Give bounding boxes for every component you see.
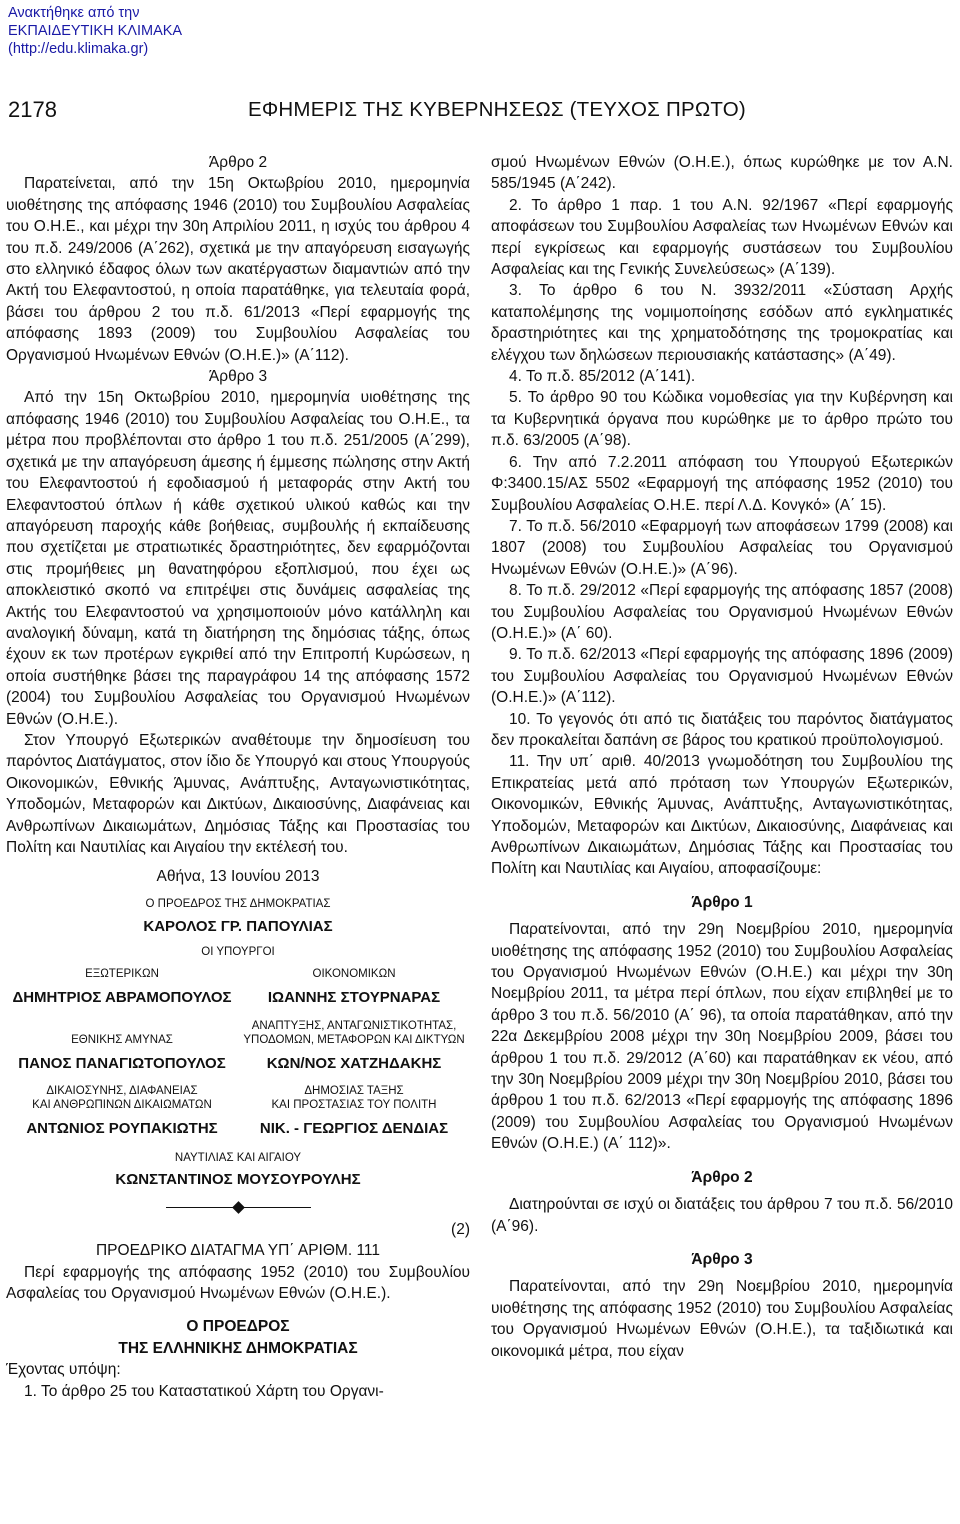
right-article-2-heading: Άρθρο 2 xyxy=(691,1168,753,1186)
minister-7-role: ΝΑΥΤΙΛΙΑΣ ΚΑΙ ΑΙΓΑΙΟΥ xyxy=(174,1152,302,1165)
right-column xyxy=(491,152,953,1362)
minister-5-role-2: ΚΑΙ ΑΝΘΡΩΠΙΝΩΝ ΔΙΚΑΙΩΜΑΤΩΝ xyxy=(32,1099,212,1112)
page-header xyxy=(0,96,960,126)
article-2-text: Παρατείνεται, από την 15η Οκτωβρίου 2010, ημερομηνία υιοθέτησης της απόφασης 1946 (2010) του Συμβουλίου Ασφαλείας του Ο.Η.Ε., και μέχρι την 30η Απριλίου 2011, η ισχύς του άρθρου 4 του π.δ. 249/2006 (Α΄262), σχετικά με την απαγόρευση εισαγωγής στο ελληνικό έδαφος όλων των ακατέργαστων διαμαντιών από την Ακτή του Ελεφαντοστού, η οποία παρατάθηκε, για τελευταία φορά, βάσει του άρθρου 2 του π.δ. 61/2013 «Περί εφαρμογής της απόφασης 1893 (2009) του Συμβουλίου Ασφαλείας του Οργανισμού Ηνωμένων Εθνών (Ο.Η.Ε.)» (Α΄112). xyxy=(6,175,470,364)
regard-item-2: 2. Το άρθρο 1 παρ. 1 του Α.Ν. 92/1967 «Περί εφαρμογής αποφάσεων του Συμβουλίου Ασφαλείας των Ηνωμένων Εθνών και περί εγκρίσεως και εφαρμογής συστάσεων του Συμβουλίου Ασφαλείας και της Γενικής Συνελεύσεως» (Α΄139). xyxy=(491,196,953,279)
regard-item-8: 8. Το π.δ. 29/2012 «Περί εφαρμογής της απόφασης 1857 (2008) του Συμβουλίου Ασφαλείας του Οργανισμού Ηνωμένων Εθνών (Ο.Η.Ε.)» (Α΄ 60). xyxy=(491,582,953,642)
section-divider xyxy=(6,1197,470,1219)
regard-item-1-continued: σμού Ηνωμένων Εθνών (Ο.Η.Ε.), όπως κυρώθηκε με τον Α.Ν. 585/1945 (Α΄242). xyxy=(491,154,953,193)
decree-title: ΠΡΟΕΔΡΙΚΟ ΔΙΑΤΑΓΜΑ ΥΠ΄ ΑΡΙΘΜ. 111 xyxy=(95,1242,381,1260)
page-number: 2178 xyxy=(8,97,57,122)
right-article-1-text: Παρατείνονται, από την 29η Νοεμβρίου 2010, ημερομηνία υιοθέτησης της απόφασης 1952 (2010) του Συμβουλίου Ασφαλείας του Οργανισμού Ηνωμένων Εθνών (Ο.Η.Ε.) και μέχρι την 30η Νοεμβρίου 2011, τα μέτρα περί όπλων, που είχαν επιβληθεί με το άρθρο 3 του π.δ. 56/2010 (Α΄ 96), τα οποία παρατάθηκαν, από την 22α Δεκεμβρίου 2008 μέχρι την 30η Νοεμβρίου 2009, βάσει του άρθρου 1 του π.δ. 29/2012 (Α΄60) και παρατάθηκαν εκ νέου, από την 30η Νοεμβρίου 2009 μέχρι την 30η Νοεμβρίου 2010, βάσει του άρθρου 1 του π.δ. 62/2013 «Περί εφαρμογής της απόφασης 1896 (2009) του Συμβουλίου Ασφαλείας του Οργανισμού Ηνωμένων Εθνών (Ο.Η.Ε.) (Α΄ 112)». xyxy=(491,921,953,1153)
article-3-text-2: Στον Υπουργό Εξωτερικών αναθέτουμε την δημοσίευση του παρόντος Διατάγματος, στον ίδιο δε Υπουργό και στους Υπουργούς Οικονομικών, Εθνικής Άμυνας, Ανάπτυξης, Ανταγωνιστικότητας, Υποδομών, Μεταφορών και Δικτύων, Δικαιοσύνης, Διαφάνειας και Ανθρωπίνων Δικαιωμάτων, Δημόσιας Τάξης και Προστασίας του Πολίτη και Ναυτιλίας και Αιγαίου την εκτέλεσή του. xyxy=(6,731,470,856)
minister-6-role-1: ΔΗΜΟΣΙΑΣ ΤΑΞΗΣ xyxy=(304,1085,404,1098)
minister-3-name: ΠΑΝΟΣ ΠΑΝΑΓΙΩΤΟΠΟΥΛΟΣ xyxy=(18,1054,226,1072)
president-title: Ο ΠΡΟΕΔΡΟΣ ΤΗΣ ΔΗΜΟΚΡΑΤΙΑΣ xyxy=(145,897,331,910)
minister-4-role-1: ΑΝΑΠΤΥΞΗΣ, ΑΝΤΑΓΩΝΙΣΤΙΚΟΤΗΤΑΣ, xyxy=(251,1019,457,1032)
regard-item-1: 1. Το άρθρο 25 του Καταστατικού Χάρτη του Οργανι- xyxy=(24,1382,384,1400)
regard-item-4: 4. Το π.δ. 85/2012 (Α΄141). xyxy=(509,368,696,386)
ministers-row-3 xyxy=(6,1084,470,1139)
minister-7-name: ΚΩΝΣΤΑΝΤΙΝΟΣ ΜΟΥΣΟΥΡΟΥΛΗΣ xyxy=(115,1171,361,1189)
place-date: Αθήνα, 13 Ιουνίου 2013 xyxy=(156,868,320,886)
right-article-3-heading: Άρθρο 3 xyxy=(691,1250,753,1268)
minister-2-name: ΙΩΑΝΝΗΣ ΣΤΟΥΡΝΑΡΑΣ xyxy=(267,989,441,1007)
minister-4-name: ΚΩΝ/ΝΟΣ ΧΑΤΖΗΔΑΚΗΣ xyxy=(266,1054,442,1072)
ministers-row-1 xyxy=(6,967,470,1008)
left-column xyxy=(6,152,470,1402)
right-article-3-text: Παρατείνονται, από την 29η Νοεμβρίου 2010, ημερομηνία υιοθέτησης της απόφασης 1952 (2010) του Συμβουλίου Ασφαλείας του Οργανισμού Ηνωμένων Εθνών (Ο.Η.Ε.), τα ταξιδιωτικά και οικονομικά μέτρα, που είχαν xyxy=(491,1278,953,1360)
regard-item-7: 7. Το π.δ. 56/2010 «Εφαρμογή των αποφάσεων 1799 (2008) και 1807 (2008) του Συμβουλίου Ασφαλείας του Οργανισμού Ηνωμένων Εθνών (Ο.Η.Ε.)» (Α΄96). xyxy=(491,517,953,578)
minister-4-role-2: ΥΠΟΔΟΜΩΝ, ΜΕΤΑΦΟΡΩΝ ΚΑΙ ΔΙΚΤΥΩΝ xyxy=(243,1033,465,1046)
regard-item-6: 6. Την από 7.2.2011 απόφαση του Υπουργού Εξωτερικών Φ:3400.15/ΑΣ 5502 «Εφαρμογή της απόφασης 1952 (2010) του Συμβουλίου Ασφαλείας Ο.Η.Ε. περί Λ.Δ. Κονγκό» (Α΄ 15). xyxy=(491,453,953,514)
minister-6-name: ΝΙΚ. - ΓΕΩΡΓΙΟΣ ΔΕΝΔΙΑΣ xyxy=(259,1120,449,1138)
regard-item-10: 10. Το γεγονός ότι από τις διατάξεις του παρόντος διατάγματος δεν προκαλείται δαπάνη σε βάρος του κρατικού προϋπολογισμού. xyxy=(491,710,953,749)
source-notice xyxy=(8,4,182,58)
president-heading-1: Ο ΠΡΟΕΔΡΟΣ xyxy=(186,1318,290,1336)
article-3-heading: Άρθρο 3 xyxy=(208,368,268,386)
source-link[interactable]: (http://edu.klimaka.gr) xyxy=(8,41,149,57)
ministers-title: ΟΙ ΥΠΟΥΡΓΟΙ xyxy=(201,946,275,959)
minister-5-name: ΑΝΤΩΝΙΟΣ ΡΟΥΠΑΚΙΩΤΗΣ xyxy=(26,1120,218,1138)
decree-subject: Περί εφαρμογής της απόφασης 1952 (2010) του Συμβουλίου Ασφαλείας του Οργανισμού Ηνωμένων Εθνών (Ο.Η.Ε.). xyxy=(6,1263,470,1303)
diamond-icon xyxy=(232,1201,245,1214)
president-name: ΚΑΡΟΛΟΣ ΓΡ. ΠΑΠΟΥΛΙΑΣ xyxy=(143,917,333,935)
having-regard: Έχοντας υπόψη: xyxy=(6,1361,121,1379)
source-line-1: Ανακτήθηκε από την xyxy=(8,5,140,21)
regard-item-5: 5. Το άρθρο 90 του Κώδικα νομοθεσίας για την Κυβέρνηση και τα Κυβερνητικά όργανα που κυρώθηκε με το άρθρο πρώτο του π.δ. 63/2005 (Α΄98). xyxy=(491,389,953,450)
gazette-title: ΕΦΗΜΕΡΙΣ ΤΗΣ ΚΥΒΕΡΝΗΣΕΩΣ (ΤΕΥΧΟΣ ΠΡΩΤΟ) xyxy=(248,98,746,121)
minister-6-role-2: ΚΑΙ ΠΡΟΣΤΑΣΙΑΣ ΤΟΥ ΠΟΛΙΤΗ xyxy=(271,1099,437,1112)
right-article-1-heading: Άρθρο 1 xyxy=(691,893,753,911)
article-3-text-1: Από την 15η Οκτωβρίου 2010, ημερομηνία υιοθέτησης της απόφασης 1946 (2010) του Συμβουλίου Ασφαλείας του Ο.Η.Ε., τα μέτρα που προβλέπονται στο άρθρο 1 του π.δ. 251/2005 (Α΄299), σχετικά με την απαγόρευση άμεσης ή έμμεσης πώλησης στην Ακτή του Ελεφαντοστού ή εφοδιασμού ή μεταφοράς στην Ακτή του Ελεφαντοστού όπλων ή κάθε σχετικού υλικού καθώς και την απαγόρευση παροχής κάθε βοήθειας, συμβουλής ή εκπαίδευσης που σχετίζεται με στρατιωτικές δραστηριότητες, δεν εφαρμόζονται στις προμήθειες μη θανατηφόρου εξοπλισμού, που έχει ως αποκλειστικό σκοπό να επιτρέψει στις δυνάμεις ασφαλείας της Ακτής του Ελεφαντοστού να χρησιμοποιούν μόνο κατάλληλη και αναλογική δύναμη, κατά τη διατήρηση της δημόσιας τάξης, όπως έχουν εκ των προτέρων εγκριθεί από την Επιτροπή Κυρώσεων, η οποία συστήθηκε βάσει της παραγράφου 14 της απόφασης 1572 (2004) του Συμβουλίου Ασφαλείας του Οργανισμού Ηνωμένων Εθνών (Ο.Η.Ε.). xyxy=(6,389,470,728)
right-article-2-text: Διατηρούνται σε ισχύ οι διατάξεις του άρθρου 7 του π.δ. 56/2010 (Α΄96). xyxy=(491,1196,953,1235)
divider-line-left xyxy=(166,1207,236,1208)
minister-2-role: ΟΙΚΟΝΟΜΙΚΩΝ xyxy=(312,968,396,981)
ministers-row-2 xyxy=(6,1019,470,1074)
regard-item-11: 11. Την υπ΄ αριθ. 40/2013 γνωμοδότηση του Συμβουλίου της Επικρατείας μετά από πρόταση των Υπουργών Εξωτερικών, Οικονομικών, Εθνικής Άμυνας, Ανάπτυξης, Ανταγωνιστικότητας, Υποδομών, Μεταφορών και Δικτύων, Δικαιοσύνης, Διαφάνειας και Ανθρωπίνων Δικαιωμάτων, Δημόσιας Τάξης και Προστασίας του Πολίτη και Ναυτιλίας και Αιγαίου, αποφασίζουμε: xyxy=(491,753,953,878)
document-number: (2) xyxy=(451,1220,470,1238)
president-heading-2: ΤΗΣ ΕΛΛΗΝΙΚΗΣ ΔΗΜΟΚΡΑΤΙΑΣ xyxy=(118,1339,358,1357)
regard-item-9: 9. Το π.δ. 62/2013 «Περί εφαρμογής της απόφασης 1896 (2009) του Συμβουλίου Ασφαλείας του Οργανισμού Ηνωμένων Εθνών (Ο.Η.Ε.)» (Α΄112). xyxy=(491,646,953,707)
minister-1-name: ΔΗΜΗΤΡΙΟΣ ΑΒΡΑΜΟΠΟΥΛΟΣ xyxy=(12,989,232,1007)
minister-5-role-1: ΔΙΚΑΙΟΣΥΝΗΣ, ΔΙΑΦΑΝΕΙΑΣ xyxy=(46,1085,198,1098)
minister-3-role: ΕΘΝΙΚΗΣ ΑΜΥΝΑΣ xyxy=(71,1033,173,1046)
regard-item-3: 3. Το άρθρο 6 του Ν. 3932/2011 «Σύσταση Αρχής καταπολέμησης της νομιμοποίησης εσόδων από εγκληματικές δραστηριότητες και της χρηματοδότησης της τρομοκρατίας και ελέγχου των δηλώσεων περιουσιακής κατάστασης» (Α΄49). xyxy=(491,282,953,364)
article-2-heading: Άρθρο 2 xyxy=(208,154,268,171)
source-line-2[interactable]: ΕΚΠΑΙΔΕΥΤΙΚΗ ΚΛΙΜΑΚΑ xyxy=(8,23,183,39)
divider-line-right xyxy=(241,1207,311,1208)
minister-1-role: ΕΞΩΤΕΡΙΚΩΝ xyxy=(85,968,159,981)
